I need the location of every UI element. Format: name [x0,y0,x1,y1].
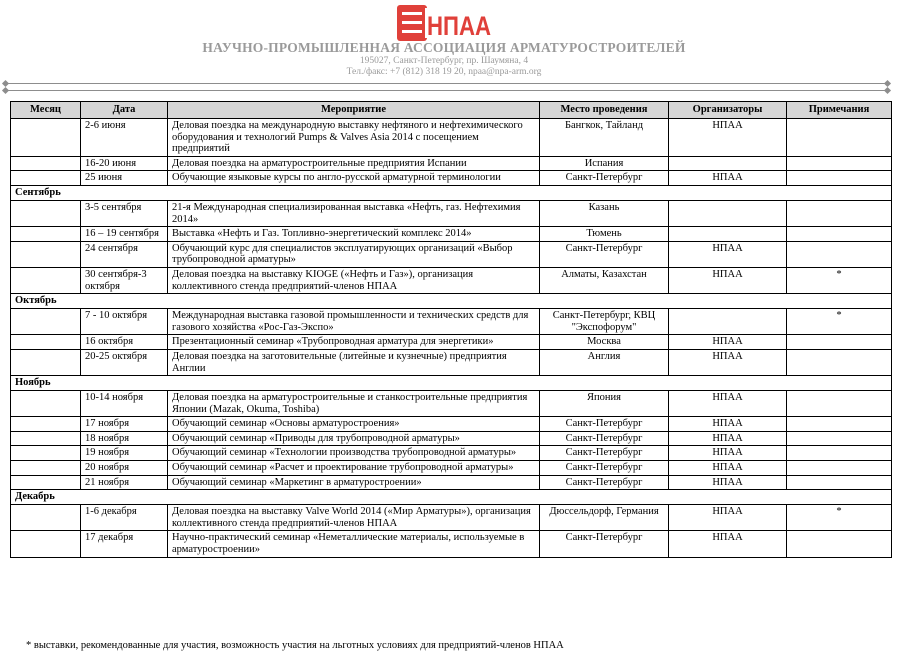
note-cell [787,431,892,446]
table-row [11,446,892,461]
divider-end-marker [884,87,891,94]
place-cell: Санкт-Петербург [540,431,669,446]
event-cell: Обучающий семинар «Технологии производства трубопроводной арматуры» [168,446,540,461]
event-cell: Международная выставка газовой промышленности и технических средств для газового хозяйства «Рос-Газ-Экспо» [168,309,540,335]
address-line: 195027, Санкт-Петербург, пр. Шаумяна, 4 [359,56,529,66]
column-header-place: Место проведения [540,102,669,119]
footnote: * выставки, рекомендованные для участия, возможность участия на льготных условиях для предприятий-членов НПАА [26,640,564,651]
note-cell [787,335,892,350]
note-cell: * [787,505,892,531]
events-body [11,119,892,558]
note-cell [787,119,892,157]
event-cell: Деловая поездка на выставку KIOGE («Нефть и Газ»), организация коллективного стенда предприятий-членов НПАА [168,267,540,293]
contacts-line: Тел./факс: +7 (812) 318 19 20, npaa@npa-arm.org [346,67,542,77]
column-header-organizers: Организаторы [669,102,787,119]
column-header-notes: Примечания [787,102,892,119]
note-cell [787,349,892,375]
month-cell [11,349,81,375]
month-cell [11,156,81,171]
month-cell [11,431,81,446]
month-cell [11,200,81,226]
organizer-cell: НПАА [669,335,787,350]
place-cell: Санкт-Петербург [540,417,669,432]
organizer-cell [669,200,787,226]
table-row [11,267,892,293]
table-row [11,461,892,476]
month-cell [11,505,81,531]
note-cell: * [787,267,892,293]
table-row [11,200,892,226]
note-cell [787,200,892,226]
table-row [11,156,892,171]
organizer-cell [669,227,787,242]
date-cell: 25 июня [81,171,168,186]
date-cell: 16 – 19 сентября [81,227,168,242]
events-table [10,101,892,558]
note-cell [787,391,892,417]
event-cell: Обучающий семинар «Основы арматуростроения» [168,417,540,432]
place-cell: Санкт-Петербург, КВЦ "Экспофорум" [540,309,669,335]
place-cell: Москва [540,335,669,350]
note-cell [787,417,892,432]
place-cell: Англия [540,349,669,375]
event-cell: Обучающий курс для специалистов эксплуатирующих организаций «Выбор трубопроводной арматуры» [168,241,540,267]
month-cell [11,227,81,242]
place-cell: Санкт-Петербург [540,171,669,186]
month-cell [11,119,81,157]
month-cell [11,309,81,335]
date-cell: 20-25 октября [81,349,168,375]
organizer-cell: НПАА [669,171,787,186]
date-cell: 10-14 ноября [81,391,168,417]
place-cell: Дюссельдорф, Германия [540,505,669,531]
month-row [11,376,892,391]
organizer-cell: НПАА [669,475,787,490]
event-cell: Деловая поездка на заготовительные (литейные и кузнечные) предприятия Англии [168,349,540,375]
note-cell [787,171,892,186]
date-cell: 3-5 сентября [81,200,168,226]
column-header-month: Месяц [11,102,81,119]
note-cell [787,475,892,490]
divider-end-marker [2,87,9,94]
organizer-cell: НПАА [669,417,787,432]
event-cell: Деловая поездка на выставку Valve World 2014 («Мир Арматуры»), организация коллективного стенда предприятий-членов НПАА [168,505,540,531]
address-block [0,56,888,78]
date-cell: 17 ноября [81,417,168,432]
month-cell [11,475,81,490]
month-cell [11,417,81,432]
date-cell: 24 сентября [81,241,168,267]
event-cell: Деловая поездка на международную выставку нефтяного и нефтехимического оборудования и технологий Pumps & Valves Asia 2014 с посещением предприятий [168,119,540,157]
date-cell: 30 сентября-3 октября [81,267,168,293]
place-cell: Санкт-Петербург [540,241,669,267]
note-cell: * [787,309,892,335]
month-cell [11,267,81,293]
place-cell: Япония [540,391,669,417]
organizer-cell: НПАА [669,431,787,446]
table-header-row [11,102,892,119]
organizer-cell: НПАА [669,391,787,417]
note-cell [787,227,892,242]
month-cell [11,241,81,267]
event-cell: Обучающий семинар «Расчет и проектирование трубопроводной арматуры» [168,461,540,476]
organizer-cell: НПАА [669,446,787,461]
month-row [11,294,892,309]
date-cell: 20 ноября [81,461,168,476]
event-cell: Обучающий семинар «Маркетинг в арматуростроении» [168,475,540,490]
table-row [11,475,892,490]
event-cell: Деловая поездка на арматуростроительные и станкостроительные предприятия Японии (Mazak, Okuma, Toshiba) [168,391,540,417]
organizer-cell: НПАА [669,531,787,557]
table-row [11,531,892,557]
date-cell: 18 ноября [81,431,168,446]
month-label: Декабрь [11,490,892,505]
date-cell: 1-6 декабря [81,505,168,531]
place-cell: Тюмень [540,227,669,242]
table-row [11,241,892,267]
header-divider-top [8,83,888,84]
table-row [11,417,892,432]
place-cell: Алматы, Казахстан [540,267,669,293]
note-cell [787,461,892,476]
organizer-cell: НПАА [669,267,787,293]
letterhead [0,0,900,78]
note-cell [787,531,892,557]
event-cell: Обучающие языковые курсы по англо-русской арматурной терминологии [168,171,540,186]
header-divider-bottom [8,90,888,91]
table-row [11,227,892,242]
date-cell: 7 - 10 октября [81,309,168,335]
table-row [11,171,892,186]
organizer-cell: НПАА [669,241,787,267]
organizer-cell [669,156,787,171]
month-label: Октябрь [11,294,892,309]
place-cell: Санкт-Петербург [540,446,669,461]
column-header-date: Дата [81,102,168,119]
table-row [11,309,892,335]
table-row [11,335,892,350]
month-cell [11,391,81,417]
organizer-cell: НПАА [669,349,787,375]
organizer-cell: НПАА [669,505,787,531]
event-cell: Деловая поездка на арматуростроительные предприятия Испании [168,156,540,171]
table-row [11,349,892,375]
month-row [11,490,892,505]
month-label: Ноябрь [11,376,892,391]
event-cell: Выставка «Нефть и Газ. Топливно-энергетический комплекс 2014» [168,227,540,242]
column-header-event: Мероприятие [168,102,540,119]
npaa-logo [395,2,495,44]
date-cell: 17 декабря [81,531,168,557]
note-cell [787,446,892,461]
table-row [11,505,892,531]
event-cell: 21-я Международная специализированная выставка «Нефть, газ. Нефтехимия 2014» [168,200,540,226]
month-cell [11,446,81,461]
date-cell: 2-6 июня [81,119,168,157]
month-label: Сентябрь [11,185,892,200]
place-cell: Казань [540,200,669,226]
association-name: НАУЧНО-ПРОМЫШЛЕННАЯ АССОЦИАЦИЯ АРМАТУРОСТРОИТЕЛЕЙ [202,40,686,55]
place-cell: Бангкок, Тайланд [540,119,669,157]
date-cell: 16 октября [81,335,168,350]
place-cell: Санкт-Петербург [540,531,669,557]
place-cell: Санкт-Петербург [540,475,669,490]
month-cell [11,531,81,557]
organizer-cell: НПАА [669,119,787,157]
date-cell: 21 ноября [81,475,168,490]
month-cell [11,171,81,186]
note-cell [787,241,892,267]
month-row [11,185,892,200]
logo-text: НПАА [427,11,491,41]
event-cell: Презентационный семинар «Трубопроводная арматура для энергетики» [168,335,540,350]
place-cell: Испания [540,156,669,171]
organizer-cell [669,309,787,335]
event-cell: Обучающий семинар «Приводы для трубопроводной арматуры» [168,431,540,446]
date-cell: 19 ноября [81,446,168,461]
note-cell [787,156,892,171]
table-row [11,431,892,446]
organizer-cell: НПАА [669,461,787,476]
date-cell: 16-20 июня [81,156,168,171]
place-cell: Санкт-Петербург [540,461,669,476]
table-row [11,119,892,157]
event-cell: Научно-практический семинар «Неметаллические материалы, используемые в арматуростроении» [168,531,540,557]
month-cell [11,461,81,476]
month-cell [11,335,81,350]
table-row [11,391,892,417]
